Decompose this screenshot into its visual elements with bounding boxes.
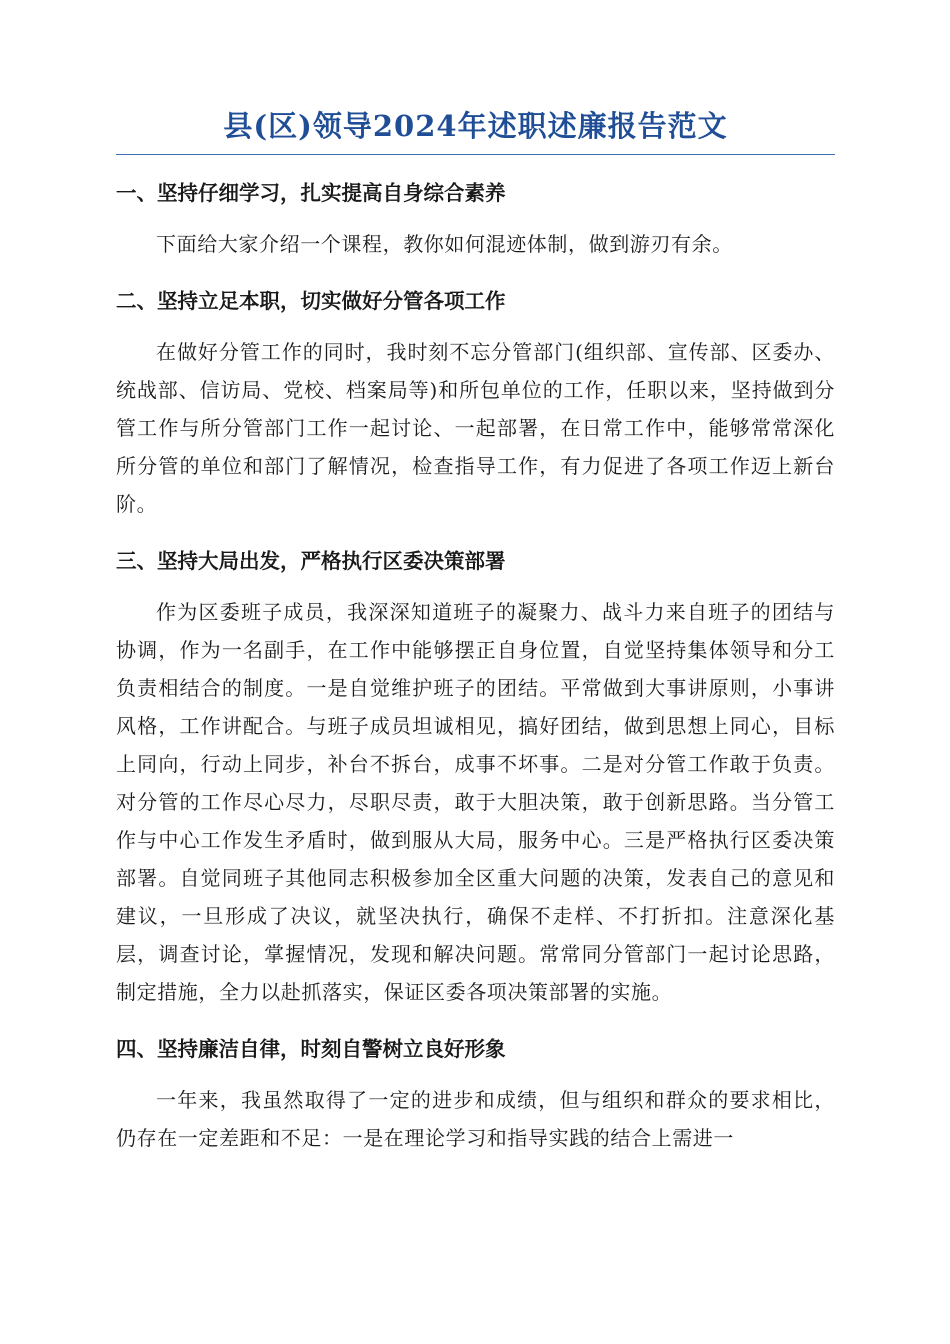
section-1 bbox=[116, 175, 835, 263]
section-4 bbox=[116, 1031, 835, 1157]
section-paragraph: 作为区委班子成员，我深深知道班子的凝聚力、战斗力来自班子的团结与协调，作为一名副手，在工作中能够摆正自身位置，自觉坚持集体领导和分工负责相结合的制度。一是自觉维护班子的团结。平常做到大事讲原则，小事讲风格，工作讲配合。与班子成员坦诚相见，搞好团结，做到思想上同心，目标上同向，行动上同步，补台不拆台，成事不坏事。二是对分管工作敢于负责。对分管的工作尽心尽力，尽职尽责，敢于大胆决策，敢于创新思路。当分管工作与中心工作发生矛盾时，做到服从大局，服务中心。三是严格执行区委决策部署。自觉同班子其他同志积极参加全区重大问题的决策，发表自己的意见和建议，一旦形成了决议，就坚决执行，确保不走样、不打折扣。注意深化基层，调查讨论，掌握情况，发现和解决问题。常常同分管部门一起讨论思路，制定措施，全力以赴抓落实，保证区委各项决策部署的实施。 bbox=[116, 600, 835, 1004]
section-2 bbox=[116, 283, 835, 523]
section-heading: 一、坚持仔细学习，扎实提高自身综合素养 bbox=[116, 181, 506, 205]
section-heading: 四、坚持廉洁自律，时刻自警树立良好形象 bbox=[116, 1037, 506, 1061]
section-paragraph: 下面给大家介绍一个课程，教你如何混迹体制，做到游刃有余。 bbox=[156, 232, 733, 256]
section-paragraph: 一年来，我虽然取得了一定的进步和成绩，但与组织和群众的要求相比，仍存在一定差距和不足：一是在理论学习和指导实践的结合上需进一 bbox=[116, 1088, 835, 1150]
section-paragraph: 在做好分管工作的同时，我时刻不忘分管部门(组织部、宣传部、区委办、统战部、信访局、党校、档案局等)和所包单位的工作，任职以来，坚持做到分管工作与所分管部门工作一起讨论、一起部署，在日常工作中，能够常常深化所分管的单位和部门了解情况，检查指导工作，有力促进了各项工作迈上新台阶。 bbox=[116, 340, 835, 516]
section-heading: 二、坚持立足本职，切实做好分管各项工作 bbox=[116, 289, 506, 313]
document-title: 县(区)领导2024年述职述廉报告范文 bbox=[116, 104, 835, 155]
section-3 bbox=[116, 543, 835, 1011]
section-heading: 三、坚持大局出发，严格执行区委决策部署 bbox=[116, 549, 506, 573]
document-page bbox=[116, 104, 835, 1157]
